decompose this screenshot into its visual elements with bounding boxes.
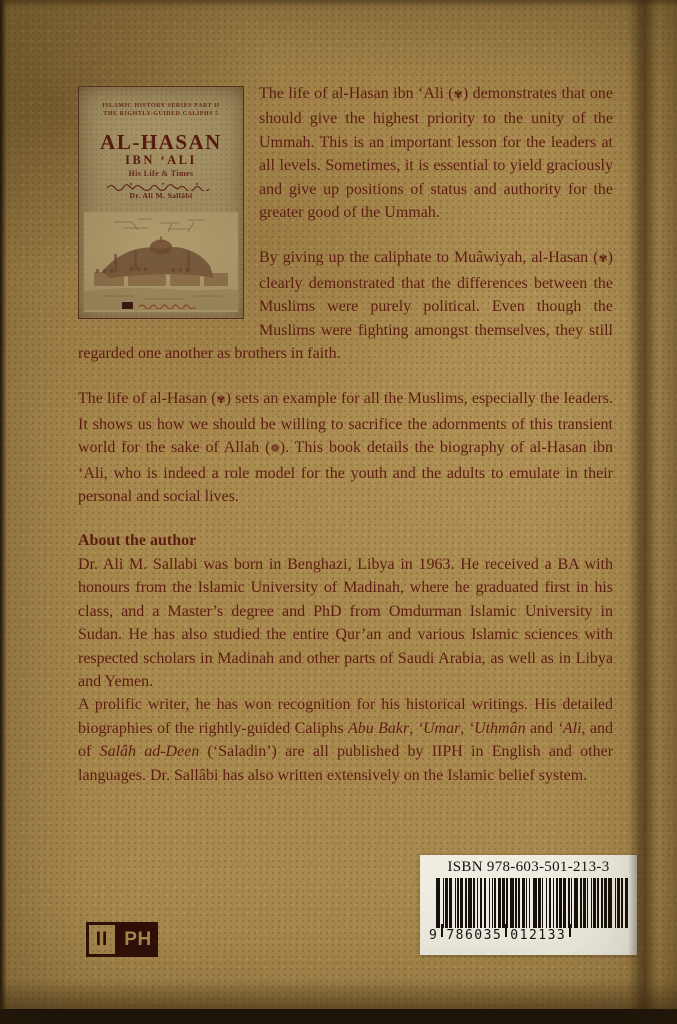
- cover-left-edge: [0, 0, 7, 1024]
- isbn-barcode-panel: [420, 855, 637, 955]
- cover-series-line: THE RIGHTLY-GUIDED CALIPHS 5: [103, 111, 219, 117]
- cover-series-line: ISLAMIC HISTORY SERIES PART II: [102, 103, 220, 109]
- blurb-paragraph-1: The life of al-Hasan ibn ‘Ali (✾) demonstrates that one should give the highest priority to the unity of the Ummah. This is an important lesson for the leaders at all levels. Sometimes, it is essential to yield graciously and give up positions of status and authority for the greater good of the Ummah.: [259, 85, 614, 222]
- cover-crease: [628, 0, 658, 1024]
- cover-title: AL-HASAN: [100, 130, 222, 154]
- cover-subtitle: IBN ‘ALI: [125, 153, 197, 167]
- barcode-digits: [426, 928, 629, 943]
- cover-tagline: His Life & Times: [128, 169, 194, 178]
- cover-bottom-shadow: [0, 980, 677, 1010]
- iiph-logo-right-box: PH: [118, 922, 158, 957]
- barcode-digit-group: 786035: [446, 928, 503, 943]
- honorific-subhanahu-wa-taala-icon: ❁: [270, 443, 280, 456]
- cover-bottom-edge: [0, 1009, 677, 1024]
- cover-publisher-arabic-icon: [137, 302, 201, 309]
- front-cover-thumbnail: [78, 86, 244, 319]
- cover-publisher-line: [84, 302, 238, 309]
- barcode-bars-icon: [436, 878, 629, 928]
- cover-top-edge: [0, 0, 677, 8]
- barcode-digit-group: 9: [429, 928, 439, 943]
- back-cover-text-block: [78, 82, 613, 787]
- about-the-author-heading: About the author: [78, 531, 197, 549]
- barcode-guard-bar-icon: [569, 924, 571, 937]
- cover-right-edge: [657, 0, 677, 1024]
- cover-author: Dr. Ali M. Sallâbi: [129, 191, 193, 200]
- cover-illustration: [84, 212, 238, 312]
- about-paragraph-1: Dr. Ali M. Sallabi was born in Benghazi, Libya in 1963. He received a BA with honours from the Islamic University of Madinah, where he graduated first in his class, and a Master’s degree and PhD from Omdurman Islamic University in Sudan. He has also studied the entire Qur’an and various Islamic sciences with respected scholars in Madinah and other parts of Saudi Arabia, as well as in Libya and Yemen.: [78, 555, 613, 690]
- blurb-paragraph-3: The life of al-Hasan (✾) sets an example for all the Muslims, especially the leaders. It shows us how we should be willing to sacrifice the adornments of this transient world for the sake of Allah (❁). This book details the biography of al-Hasan ibn ‘Ali, who is indeed a role model for the youth and the adults to emulate in their personal and social lives.: [78, 390, 614, 506]
- arabic-calligraphy-icon: [105, 182, 217, 191]
- honorific-radiallahu-anhu-icon: ✾: [598, 253, 608, 266]
- isbn-number-label: ISBN 978-603-501-213-3: [447, 859, 610, 875]
- barcode-digit-group: 012133: [510, 928, 567, 943]
- cover-publisher-mark-icon: [122, 302, 133, 309]
- about-paragraph-2: A prolific writer, he has won recognition for his historical writings. His detailed biographies of the rightly-guided Caliphs Abu Bakr, ‘Umar, ‘Uthmân and ‘Ali, and of Salâh ad-Deen (‘Saladin’) are all published by IIPH in English and other languages. Dr. Sallâbi has also written extensively on the Islamic belief system.: [78, 696, 614, 784]
- iiph-publisher-logo: [86, 922, 158, 957]
- blurb-paragraph-2: By giving up the caliphate to Muâwiyah, al-Hasan (✾) clearly demonstrated that the differences between the Muslims were purely political. Even though the Muslims were fighting amongst themselves, they still regarded one another as brothers in faith.: [78, 249, 613, 363]
- honorific-radiallahu-anhu-icon: ✾: [453, 89, 463, 101]
- iiph-logo-left-box: II: [86, 922, 118, 957]
- honorific-radiallahu-anhu-icon: ✾: [216, 394, 226, 407]
